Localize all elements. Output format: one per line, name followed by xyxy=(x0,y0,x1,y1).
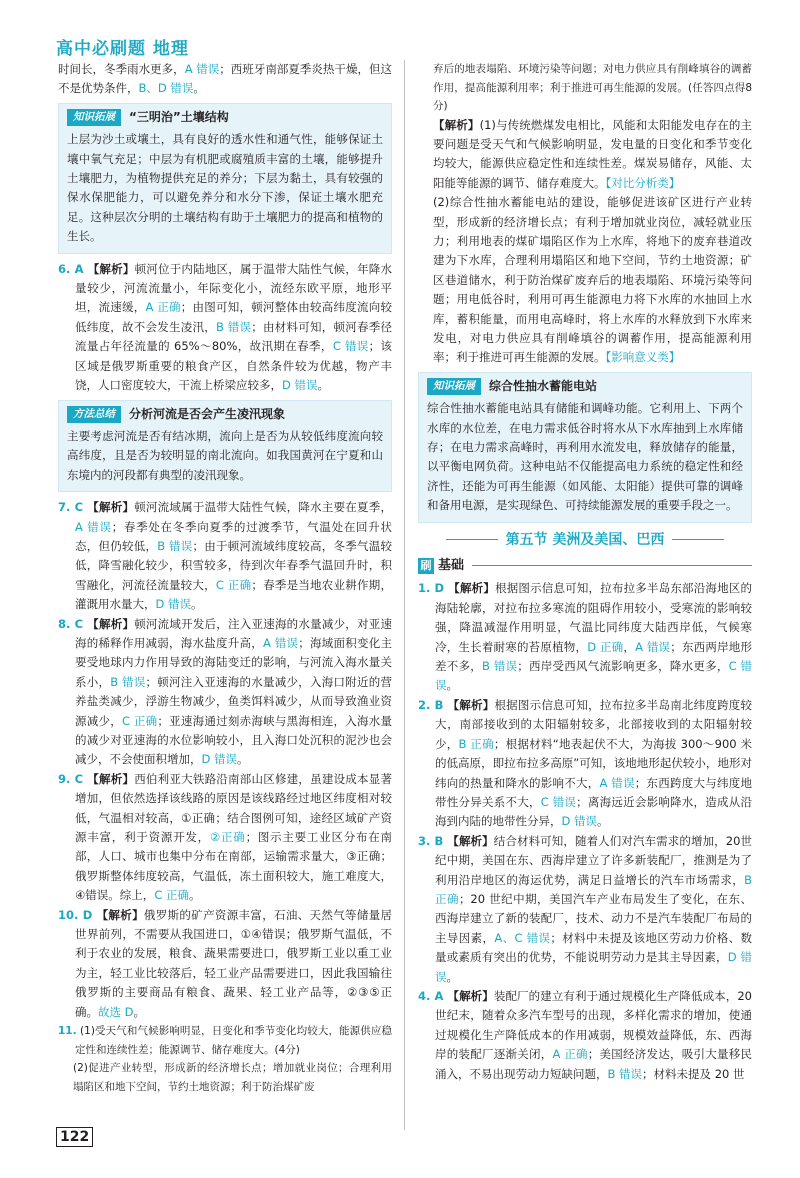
text-run: 结合材料可知，随着人们对汽车需求的增加，20世纪中期，美国在东、西海岸建立了许多新装配厂，推测是为了利用沿岸地区的海运优势，满足日益增长的汽车市场需求， xyxy=(435,833,752,887)
text-run: ；离海远近会影响降水，造成从沿海到内陆的地带性分异， xyxy=(435,794,753,829)
text-run: 根据图示信息可知，拉布拉多半岛南北纬度跨度较大，南部接收到的太阳辐射较多，北部接收到的太阳辐射较少， xyxy=(435,697,752,751)
intro-paragraph xyxy=(58,60,392,99)
answer-mark: D 正确 xyxy=(587,639,624,654)
box-title: 分析河流是否会产生凌汛现象 xyxy=(129,406,286,421)
question-number: 2. B xyxy=(418,697,444,712)
analysis-label: 【解析】 xyxy=(433,117,480,132)
analysis-label: 【解析】 xyxy=(444,581,496,596)
box-title: 综合性抽水蓄能电站 xyxy=(489,378,598,393)
answer-s3 xyxy=(418,832,752,987)
answer-mark: 【对比分析类】 xyxy=(605,175,681,190)
answer-11-continued: 弃后的地表塌陷、环境污染等问题；对电力供应具有削峰填谷的调蓄作用，提高能源利用率；利于推进可再生能源的发展。(任答四点得8分) xyxy=(433,63,752,112)
answer-s4 xyxy=(418,987,752,1084)
text-run: 。 xyxy=(317,378,330,393)
text-run: 。 xyxy=(446,969,458,984)
answer-mark: B 错误 xyxy=(607,1066,643,1081)
text-run: 。 xyxy=(133,1004,146,1019)
analysis-label: 【解析】 xyxy=(83,500,135,515)
analysis-label: 【解析】 xyxy=(443,697,495,712)
box-body: 上层为沙土或壤土，具有良好的透水性和通气性，能够保证土壤中氧气充足；中层为有机肥或腐殖质丰富的土壤，能够提升土壤肥力，为植物提供充足的养分；下层为黏土，具有较强的保水保肥能力，可以避免养分和水分下渗，保证土壤水肥充足。这种层次分明的土壤结构有助于土壤肥力的提高和植物的生长。 xyxy=(67,132,383,244)
text-run: ；春季处在冬季向夏季的过渡季节，气温处在回升状态，但仍较低， xyxy=(75,519,392,553)
answer-mark: A 正确 xyxy=(145,300,181,315)
answer-mark: B 正确 xyxy=(458,736,494,751)
question-number: 11. xyxy=(58,1025,77,1038)
knowledge-tag: 知识拓展 xyxy=(67,109,121,126)
section-rule-right xyxy=(672,539,724,540)
analysis-part2 xyxy=(418,193,752,368)
analysis-label: 【解析】 xyxy=(443,988,494,1003)
text-run: ；根据材料“地表起伏不大，为海拔 300～900 米的低高原，即拉布拉多高原”可知，该地地形起伏较小，地形对纬向的热量和降水的影响不大， xyxy=(435,736,752,790)
answer-mark: A 错误 xyxy=(599,775,635,790)
analysis-label: 【解析】 xyxy=(83,261,135,276)
analysis-label: 【解析】 xyxy=(92,907,144,922)
text-run: ；材料未提及 20 世 xyxy=(642,1066,745,1081)
text-run: 。 xyxy=(597,814,609,829)
text-run: ；亚速海通过刻赤海峡与黑海相连，入海水量的减少对亚速海的水位影响较小，且入海口处沉积的泥沙也会减少，不会使面积增加， xyxy=(75,713,393,767)
page-number: 122 xyxy=(56,1127,93,1147)
text-run: 。 xyxy=(237,752,249,767)
answer-10 xyxy=(58,906,392,1022)
answer-mark: A 正确 xyxy=(552,1047,588,1062)
brush-badge-icon: 刷 xyxy=(418,558,434,574)
text-run: ；由材料可知，顿河春季径流量占年径流量的 65%～80%，故汛期在春季， xyxy=(75,319,393,354)
text-run: (2)综合性抽水蓄能电站的建设，能够促进该矿区进行产业转型，形成新的经济增长点；有利于增加就业岗位，减轻就业压力；利用地表的煤矿塌陷区作为上水库，将地下的废弃巷道改建为下水库，合理利用塌陷区和地下空间，节约土地资源；矿区巷道储水，利于防治煤矿废弃后的地表塌陷、环境污染等问题；用电低谷时，利用可再生能源电力将下水库的水抽回上水库，蓄积能量，而用电高峰时，将上水库的水释放到下水库来发电，对电力供应具有削峰填谷的调蓄作用，提高能源利用率；利于推进可再生能源的发展。 xyxy=(433,195,752,365)
question-number: 3. B xyxy=(418,833,444,848)
answer-mark: A 错误 xyxy=(262,635,299,650)
box-body: 主要考虑河流是否有结冰期，流向上是否为从较低纬度流向较高纬度，且是否为较明显的南北流向。如我国黄河在宁夏和山东境内的河段都有典型的凌汛现象。 xyxy=(67,428,383,482)
question-number: 1. D xyxy=(418,581,445,596)
answer-mark: B 正确 xyxy=(435,872,752,906)
knowledge-box-pumped-storage xyxy=(418,372,752,523)
text-run: 俄罗斯的矿产资源丰富，石油、天然气等储量居世界前列，不需要从我国进口，①④错误；俄罗斯气温低，不利于农业的发展，粮食、蔬果需要进口，俄罗斯工业以重工业为主，轻工业比较落后，轻工业产品需要进口，因此我国输往俄罗斯的主要商品有粮食、蔬果、轻工业产品等，②③⑤正确。 xyxy=(75,907,393,1019)
column-divider xyxy=(404,60,405,1130)
text-run: ；西岸受西风气流影响更多，降水更多， xyxy=(517,659,729,674)
text-run: 。 xyxy=(193,81,205,96)
answer-s2 xyxy=(418,696,752,832)
answer-11-part1 xyxy=(58,1022,392,1059)
answer-mark: A 错误 xyxy=(184,62,220,76)
answer-11-part2: (2)促进产业转型，形成新的经济增长点；增加就业岗位；合理利用塌陷区和地下空间，节约土地资源；利于防治煤矿废 xyxy=(73,1062,392,1093)
basics-heading xyxy=(418,556,752,575)
question-number: 9. C xyxy=(58,771,84,786)
page-header-title: 高中必刷题 地理 xyxy=(56,39,189,59)
answer-6 xyxy=(58,260,392,396)
text-run: ；美国经济发达，吸引大量移民涌入，不易出现劳动力短缺问题， xyxy=(435,1047,753,1081)
method-box-ice-flood xyxy=(58,400,392,493)
answer-mark: C 错误 xyxy=(540,794,577,809)
text-run: ；东西两岸地形差不多， xyxy=(435,639,753,674)
answer-mark: B 错误 xyxy=(481,659,518,674)
knowledge-tag: 知识拓展 xyxy=(427,378,481,395)
text-run: ；材料中未提及该地区劳动力价格、数量或素质有突出的优势，不能说明劳动力是其主导因素， xyxy=(435,930,753,965)
answer-mark: C 正确 xyxy=(121,713,158,728)
text-run: ， xyxy=(623,639,636,654)
text-run: 装配厂的建立有利于通过规模化生产降低成本，20 世纪末，随着众多汽车型号的出现，多样化需求的增加，使通过规模化生产降低成本的作用减弱，规模效益降低，东、西海岸的装配厂逐渐关闭， xyxy=(435,988,752,1062)
box-body: 综合性抽水蓄能电站具有储能和调峰功能。它利用上、下两个水库的水位差，在电力需求低谷时将水从下水库抽到上水库储存；在电力需求高峰时，再利用水流发电，释放储存的能量，以平衡电网负荷。这种电站不仅能提高电力系统的稳定性和经济性，还能为可再生能源（如风能、太阳能）提供可靠的调峰和备用电源，是实现绿色、可持续能源发展的重要手段之一。 xyxy=(427,401,743,513)
answer-mark: D 错误 xyxy=(201,752,238,767)
answer-mark: B 错误 xyxy=(110,674,146,689)
analysis-label: 【解析】 xyxy=(83,771,135,786)
question-number: 4. A xyxy=(418,988,444,1003)
text-run: 顿河流域属于温带大陆性气候，降水主要在夏季， xyxy=(134,500,392,515)
answer-mark: A、C 错误 xyxy=(494,930,551,945)
text-run: 顿河位于内陆地区，属于温带大陆性气候，年降水量较少，河流流量小，年际变化小，流经东欧平原，地形平坦，流速缓， xyxy=(75,261,392,315)
answer-mark: B 错误 xyxy=(215,319,252,334)
text-run: ；东西跨度大与纬度地带性分异关系不大， xyxy=(435,775,753,809)
left-column xyxy=(58,60,392,1096)
right-column xyxy=(418,60,752,1084)
text-run: (1)受天气和气候影响明显，日变化和季节变化均较大，能源供应稳定性和连续性差；能源调节、储存难度大。(4分) xyxy=(75,1025,392,1056)
answer-mark: C 正确 xyxy=(215,577,252,592)
method-tag: 方法总结 xyxy=(67,406,121,423)
answer-mark: B 错误 xyxy=(157,538,193,553)
answer-mark: A 错误 xyxy=(75,519,112,534)
answer-mark: C 正确 xyxy=(154,888,189,903)
answer-mark: ②正确 xyxy=(209,830,246,845)
text-run: ；顿河注入亚速海的水量减少，入海口附近的营养盐类减少，浮游生物减少，鱼类饵料减少，从而导致渔业资源减少， xyxy=(75,674,393,728)
answer-mark: A 错误 xyxy=(635,639,671,654)
text-run: 。 xyxy=(191,597,203,612)
basics-rule xyxy=(472,565,752,566)
text-run: ；春季是当地农业耕作期，灌溉用水量大， xyxy=(75,577,393,612)
text-run: 顿河流域开发后，注入亚速海的水量减少，对亚速海的稀释作用减弱，海水盐度升高， xyxy=(75,616,392,650)
answer-mark: D 错误 xyxy=(561,814,598,829)
analysis-part1 xyxy=(418,116,752,194)
answer-mark: D 错误 xyxy=(435,950,753,984)
text-run: ；该区域是俄罗斯重要的粮食产区，自然条件较为优越，物产丰饶，人口密度较大，干流上桥梁应较多， xyxy=(75,339,393,393)
text-run: 时间长，冬季雨水更多， xyxy=(58,62,185,76)
text-run: 根据图示信息可知，拉布拉多半岛东部沿海地区的海陆轮廓，对拉布拉多寒流的阻碍作用较小，受寒流的影响较强，降温减湿作用明显，气温比同纬度大陆西岸低，气候寒冷，生长着耐寒的苔原植物， xyxy=(435,581,752,654)
text-run: ；海域面积变化主要受地球内力作用导致的海陆变迁的影响，与河流入海水量关系小， xyxy=(75,635,393,689)
analysis-label: 【解析】 xyxy=(443,833,494,848)
answer-mark: B、D 错误 xyxy=(138,81,194,96)
text-run: 。 xyxy=(446,678,458,693)
text-run: ；由于顿河流域纬度较高，冬季气温较低，降雪融化较少，积雪较多，待到次年春季气温回升时，积雪融化，河流径流量较大， xyxy=(75,538,393,592)
section-heading: 第五节 美洲及美国、巴西 xyxy=(418,531,752,550)
question-number: 8. C xyxy=(58,616,84,631)
text-run: ；图示主要工业区分布在南部，人口、城市也集中分布在南部，运输需求量大，③正确；俄罗斯整体纬度较高，气温低，冻土面积较大，施工难度大，④错误。综上， xyxy=(75,830,393,903)
answer-mark: C 错误 xyxy=(435,659,753,693)
text-run: (1)与传统燃煤发电相比，风能和太阳能发电存在的主要问题是受天气和气候影响明显，发电量的日变化和季节变化均较大，能源供应稳定性和连续性差。煤炭易储存，风能、太阳能等能源的调节、储存难度大。 xyxy=(433,117,752,190)
basics-label: 基础 xyxy=(438,558,465,574)
knowledge-box-soil xyxy=(58,103,392,254)
section-rule-left xyxy=(446,539,498,540)
answer-mark: 故选 D xyxy=(98,1004,134,1019)
answer-mark: C 错误 xyxy=(332,339,369,354)
question-number: 7. C xyxy=(58,500,84,515)
answer-9 xyxy=(58,770,392,906)
answer-s1 xyxy=(418,579,752,695)
text-run: ；20 世纪中期，美国汽车产业布局发生了变化，在东、西海岸建立了新的装配厂，技术、动力不是汽车装配厂布局的主导因素， xyxy=(435,891,752,945)
answer-mark: 【影响意义类】 xyxy=(605,350,681,365)
box-title: “三明治”土壤结构 xyxy=(129,109,229,124)
analysis-label: 【解析】 xyxy=(83,616,135,631)
question-number: 10. D xyxy=(58,907,93,922)
question-number: 6. A xyxy=(58,261,84,276)
answer-7 xyxy=(58,498,392,614)
answer-mark: D 错误 xyxy=(282,378,318,393)
text-run: 。 xyxy=(189,888,201,903)
answer-8 xyxy=(58,615,392,770)
text-run: 西伯利亚大铁路沿南部山区修建，虽建设成本显著增加，但依然选择该线路的原因是该线路经过地区纬度相对较低，气温相对较高，①正确；结合图例可知，途经区域矿产资源丰富，利于资源开发， xyxy=(75,771,392,845)
answer-mark: D 错误 xyxy=(155,597,192,612)
text-run: ；西班牙南部夏季炎热干燥，但这不是优势条件， xyxy=(58,62,392,96)
text-run: ；由图可知，顿河整体由较高纬度流向较低纬度，故不会发生凌汛， xyxy=(75,300,393,334)
